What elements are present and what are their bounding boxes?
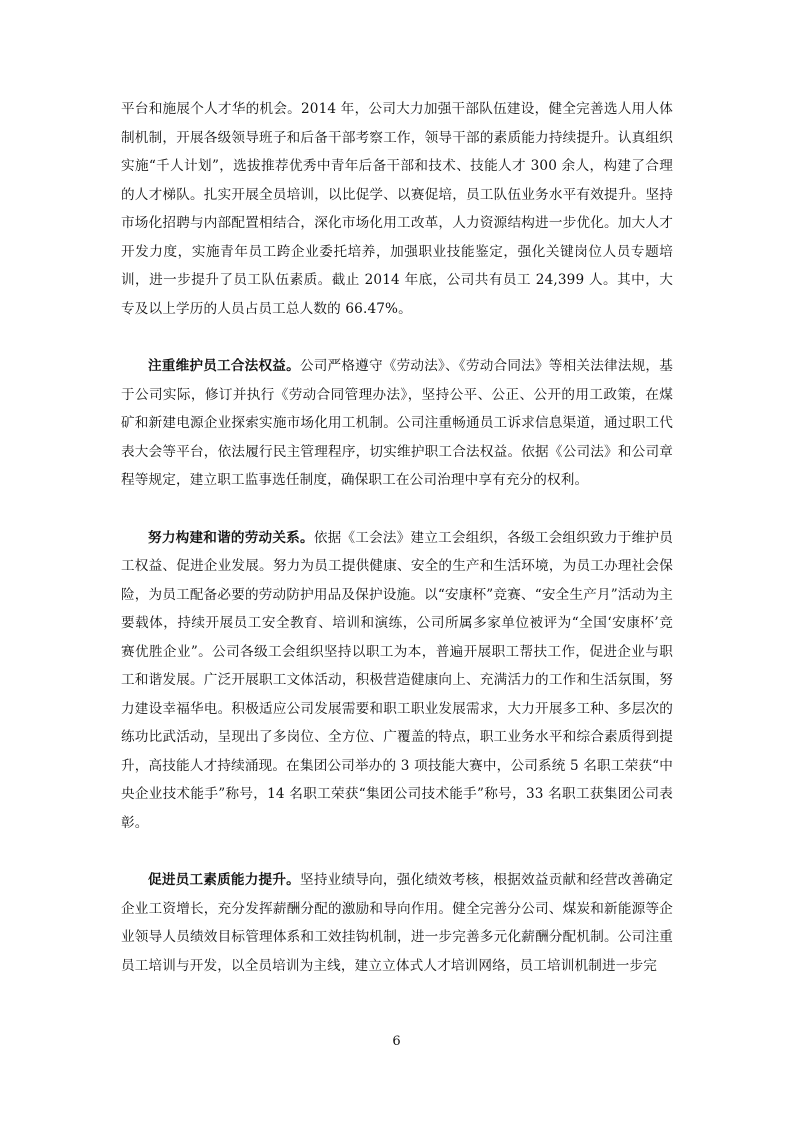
paragraph-text: 依据《工会法》建立工会组织，各级工会组织致力于维护员工权益、促进企业发展。努力为员工提供健康、安全的生产和生活环境，为员工办理社会保险，为员工配备必要的劳动防护用品及保护设施。以“安康杯”竞赛、“安全生产月”活动为主要载体，持续开展员工安全教育、培训和演练，公司所属多家单位被评为“全国‘安康杯’竞赛优胜企业”。公司各级工会组织坚持以职工为本，普遍开展职工帮扶工作，促进企业与职工和谐发展。广泛开展职工文体活动，积极营造健康向上、充满活力的工作和生活氛围，努力建设幸福华电。积极适应公司发展需要和职工职业发展需求，大力开展多工种、多层次的练功比武活动，呈现出了多岗位、全方位、广覆盖的特点，职工业务水平和综合素质得到提升，高技能人才持续涌现。在集团公司举办的 3 项技能大赛中，公司系统 5 名职工荣获“中央企业技术能手”称号，14 名职工荣获“集团公司技术能手”称号，33 名职工获集团公司表彰。 — [121, 529, 673, 831]
paragraph-text: 公司严格遵守《劳动法》、《劳动合同法》等相关法律法规，基于公司实际，修订并执行《劳动合同管理办法》，坚持公平、公正、公开的用工政策，在煤矿和新建电源企业探索实施市场化用工机制。公司注重畅通员工诉求信息渠道，通过职工代表大会等平台，依法履行民主管理程序，切实维护职工合法权益。依据《公司法》和公司章程等规定，建立职工监事选任制度，确保职工在公司治理中享有充分的权利。 — [121, 358, 673, 488]
paragraph-competence-improvement — [121, 866, 673, 980]
paragraph-employee-rights — [121, 352, 673, 495]
page-number: 6 — [392, 1034, 401, 1049]
paragraph-spacer — [121, 323, 673, 352]
paragraph-lead-heading: 促进员工素质能力提升。 — [148, 872, 300, 888]
paragraph-lead-heading: 注重维护员工合法权益。 — [148, 358, 300, 374]
paragraph-spacer — [121, 837, 673, 866]
document-body — [121, 95, 673, 980]
paragraph-spacer — [121, 495, 673, 524]
paragraph-text: 坚持业绩导向，强化绩效考核，根据效益贡献和经营改善确定企业工资增长，充分发挥薪酬分配的激励和导向作用。健全完善分公司、煤炭和新能源等企业领导人员绩效目标管理体系和工效挂钩机制，进一步完善多元化薪酬分配机制。公司注重员工培训与开发，以全员培训为主线，建立立体式人才培训网络，员工培训机制进一步完 — [121, 872, 673, 974]
paragraph-talent-development — [121, 95, 673, 323]
paragraph-lead-heading: 努力构建和谐的劳动关系。 — [148, 529, 314, 546]
paragraph-labor-relations — [121, 524, 673, 838]
paragraph-text: 平台和施展个人才华的机会。2014 年，公司大力加强干部队伍建设，健全完善选人用人体制机制，开展各级领导班子和后备干部考察工作，领导干部的素质能力持续提升。认真组织实施“千人计划”，选拔推荐优秀中青年后备干部和技术、技能人才 300 余人，构建了合理的人才梯队。扎实开展全员培训，以比促学、以赛促培，员工队伍业务水平有效提升。坚持市场化招聘与内部配置相结合，深化市场化用工改革，人力资源结构进一步优化。加大人才开发力度，实施青年员工跨企业委托培养，加强职业技能鉴定，强化关键岗位人员专题培训，进一步提升了员工队伍素质。截止 2014 年底，公司共有员工 24,399 人。其中，大专及以上学历的人员占员工总人数的 66.47%。 — [121, 101, 673, 317]
